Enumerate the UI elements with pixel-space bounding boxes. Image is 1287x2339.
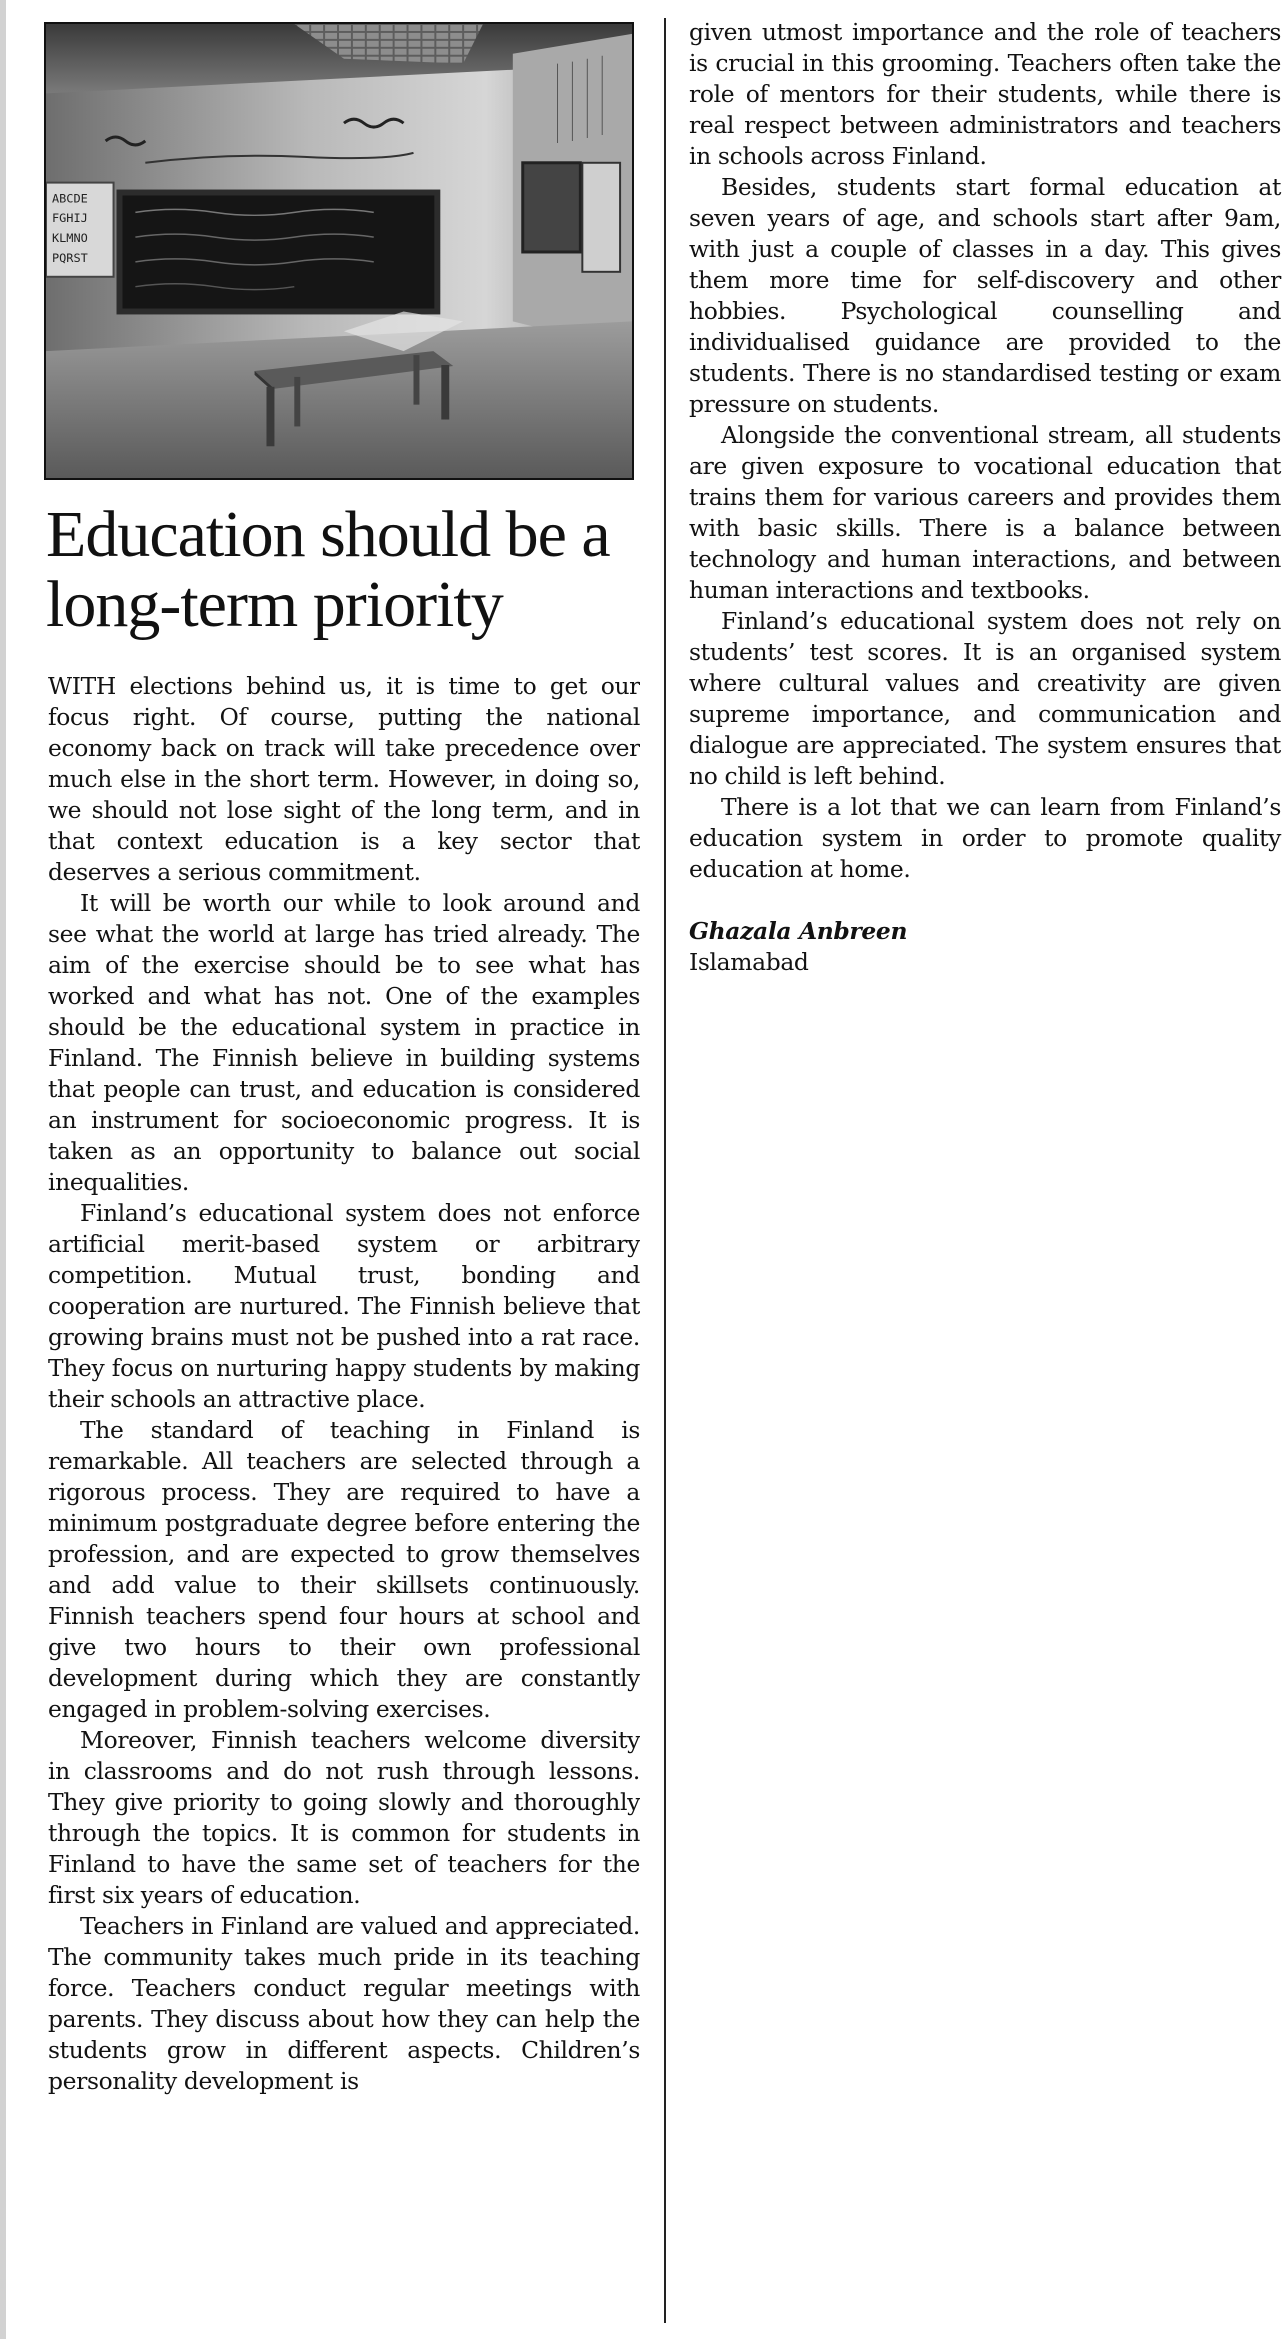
alphabet-chart-row-3: KLMNO	[51, 231, 88, 246]
alphabet-chart-row-1: ABCDE	[51, 191, 88, 206]
body-paragraph-8: Alongside the conventional stream, all students are given exposure to vocational education that trains them for various careers and provides them with basic skills. There is a balance between technology and human interactions, and between human interactions and textbooks.	[689, 421, 1281, 604]
body-paragraph-10: There is a lot that we can learn from Finland’s education system in order to promote quality education at home.	[689, 793, 1281, 883]
body-paragraph-1: WITH elections behind us, it is time to get our focus right. Of course, putting the national economy back on track will take precedence over much else in the short term. However, in doing so, we should not lose sight of the long term, and in that context education is a key sector that deserves a serious commitment.	[48, 672, 640, 886]
body-paragraph-9: Finland’s educational system does not rely on students’ test scores. It is an organised system where cultural values and creativity are given supreme importance, and communication and dialogue are appreciated. The system ensures that no child is left behind.	[689, 607, 1281, 790]
body-paragraph-5: Moreover, Finnish teachers welcome diversity in classrooms and do not rush through lessons. They give priority to going slowly and thoroughly through the topics. It is common for students in Finland to have the same set of teachers for the first six years of education.	[48, 1726, 640, 1909]
classroom-photo-drawing	[46, 24, 632, 478]
body-paragraph-4: The standard of teaching in Finland is remarkable. All teachers are selected through a rigorous process. They are required to have a minimum postgraduate degree before entering the profession, and are expected to grow themselves and add value to their skillsets continuously. Finnish teachers spend four hours at school and give two hours to their own professional development during which they are constantly engaged in problem-solving exercises.	[48, 1416, 640, 1723]
alphabet-chart-row-2: FGHIJ	[51, 211, 88, 226]
article-body-left-column	[48, 671, 640, 2321]
classroom-photo	[44, 22, 634, 480]
author-name: Ghazala Anbreen	[689, 917, 908, 945]
page-edge-rule	[0, 0, 6, 2339]
article-headline: Education should be a long-term priority	[46, 498, 610, 641]
article-body-right-column	[689, 17, 1281, 978]
body-paragraph-3: Finland’s educational system does not enforce artificial merit-based system or arbitrary competition. Mutual trust, bonding and cooperation are nurtured. The Finnish believe that growing brains must not be pushed into a rat race. They focus on nurturing happy students by making their schools an attractive place.	[48, 1199, 640, 1413]
body-paragraph-6: Teachers in Finland are valued and appreciated. The community takes much pride in its teaching force. Teachers conduct regular meetings with parents. They discuss about how they can help the students grow in different aspects. Children’s personality development is	[48, 1912, 640, 2095]
body-paragraph-continued: given utmost importance and the role of teachers is crucial in this grooming. Teachers often take the role of mentors for their students, while there is real respect between administrators and teachers in schools across Finland.	[689, 18, 1281, 170]
column-divider	[664, 18, 666, 2323]
body-paragraph-7: Besides, students start formal education at seven years of age, and schools start after 9am, with just a couple of classes in a day. This gives them more time for self-discovery and other hobbies. Psychological counselling and individualised guidance are provided to the students. There is no standardised testing or exam pressure on students.	[689, 173, 1281, 418]
author-location: Islamabad	[689, 948, 809, 976]
body-paragraph-2: It will be worth our while to look around and see what the world at large has tried already. The aim of the exercise should be to see what has worked and what has not. One of the examples should be the educational system in practice in Finland. The Finnish believe in building systems that people can trust, and education is considered an instrument for socioeconomic progress. It is taken as an opportunity to balance out social inequalities.	[48, 889, 640, 1196]
alphabet-chart-row-4: PQRST	[51, 250, 88, 265]
byline	[689, 916, 1281, 978]
